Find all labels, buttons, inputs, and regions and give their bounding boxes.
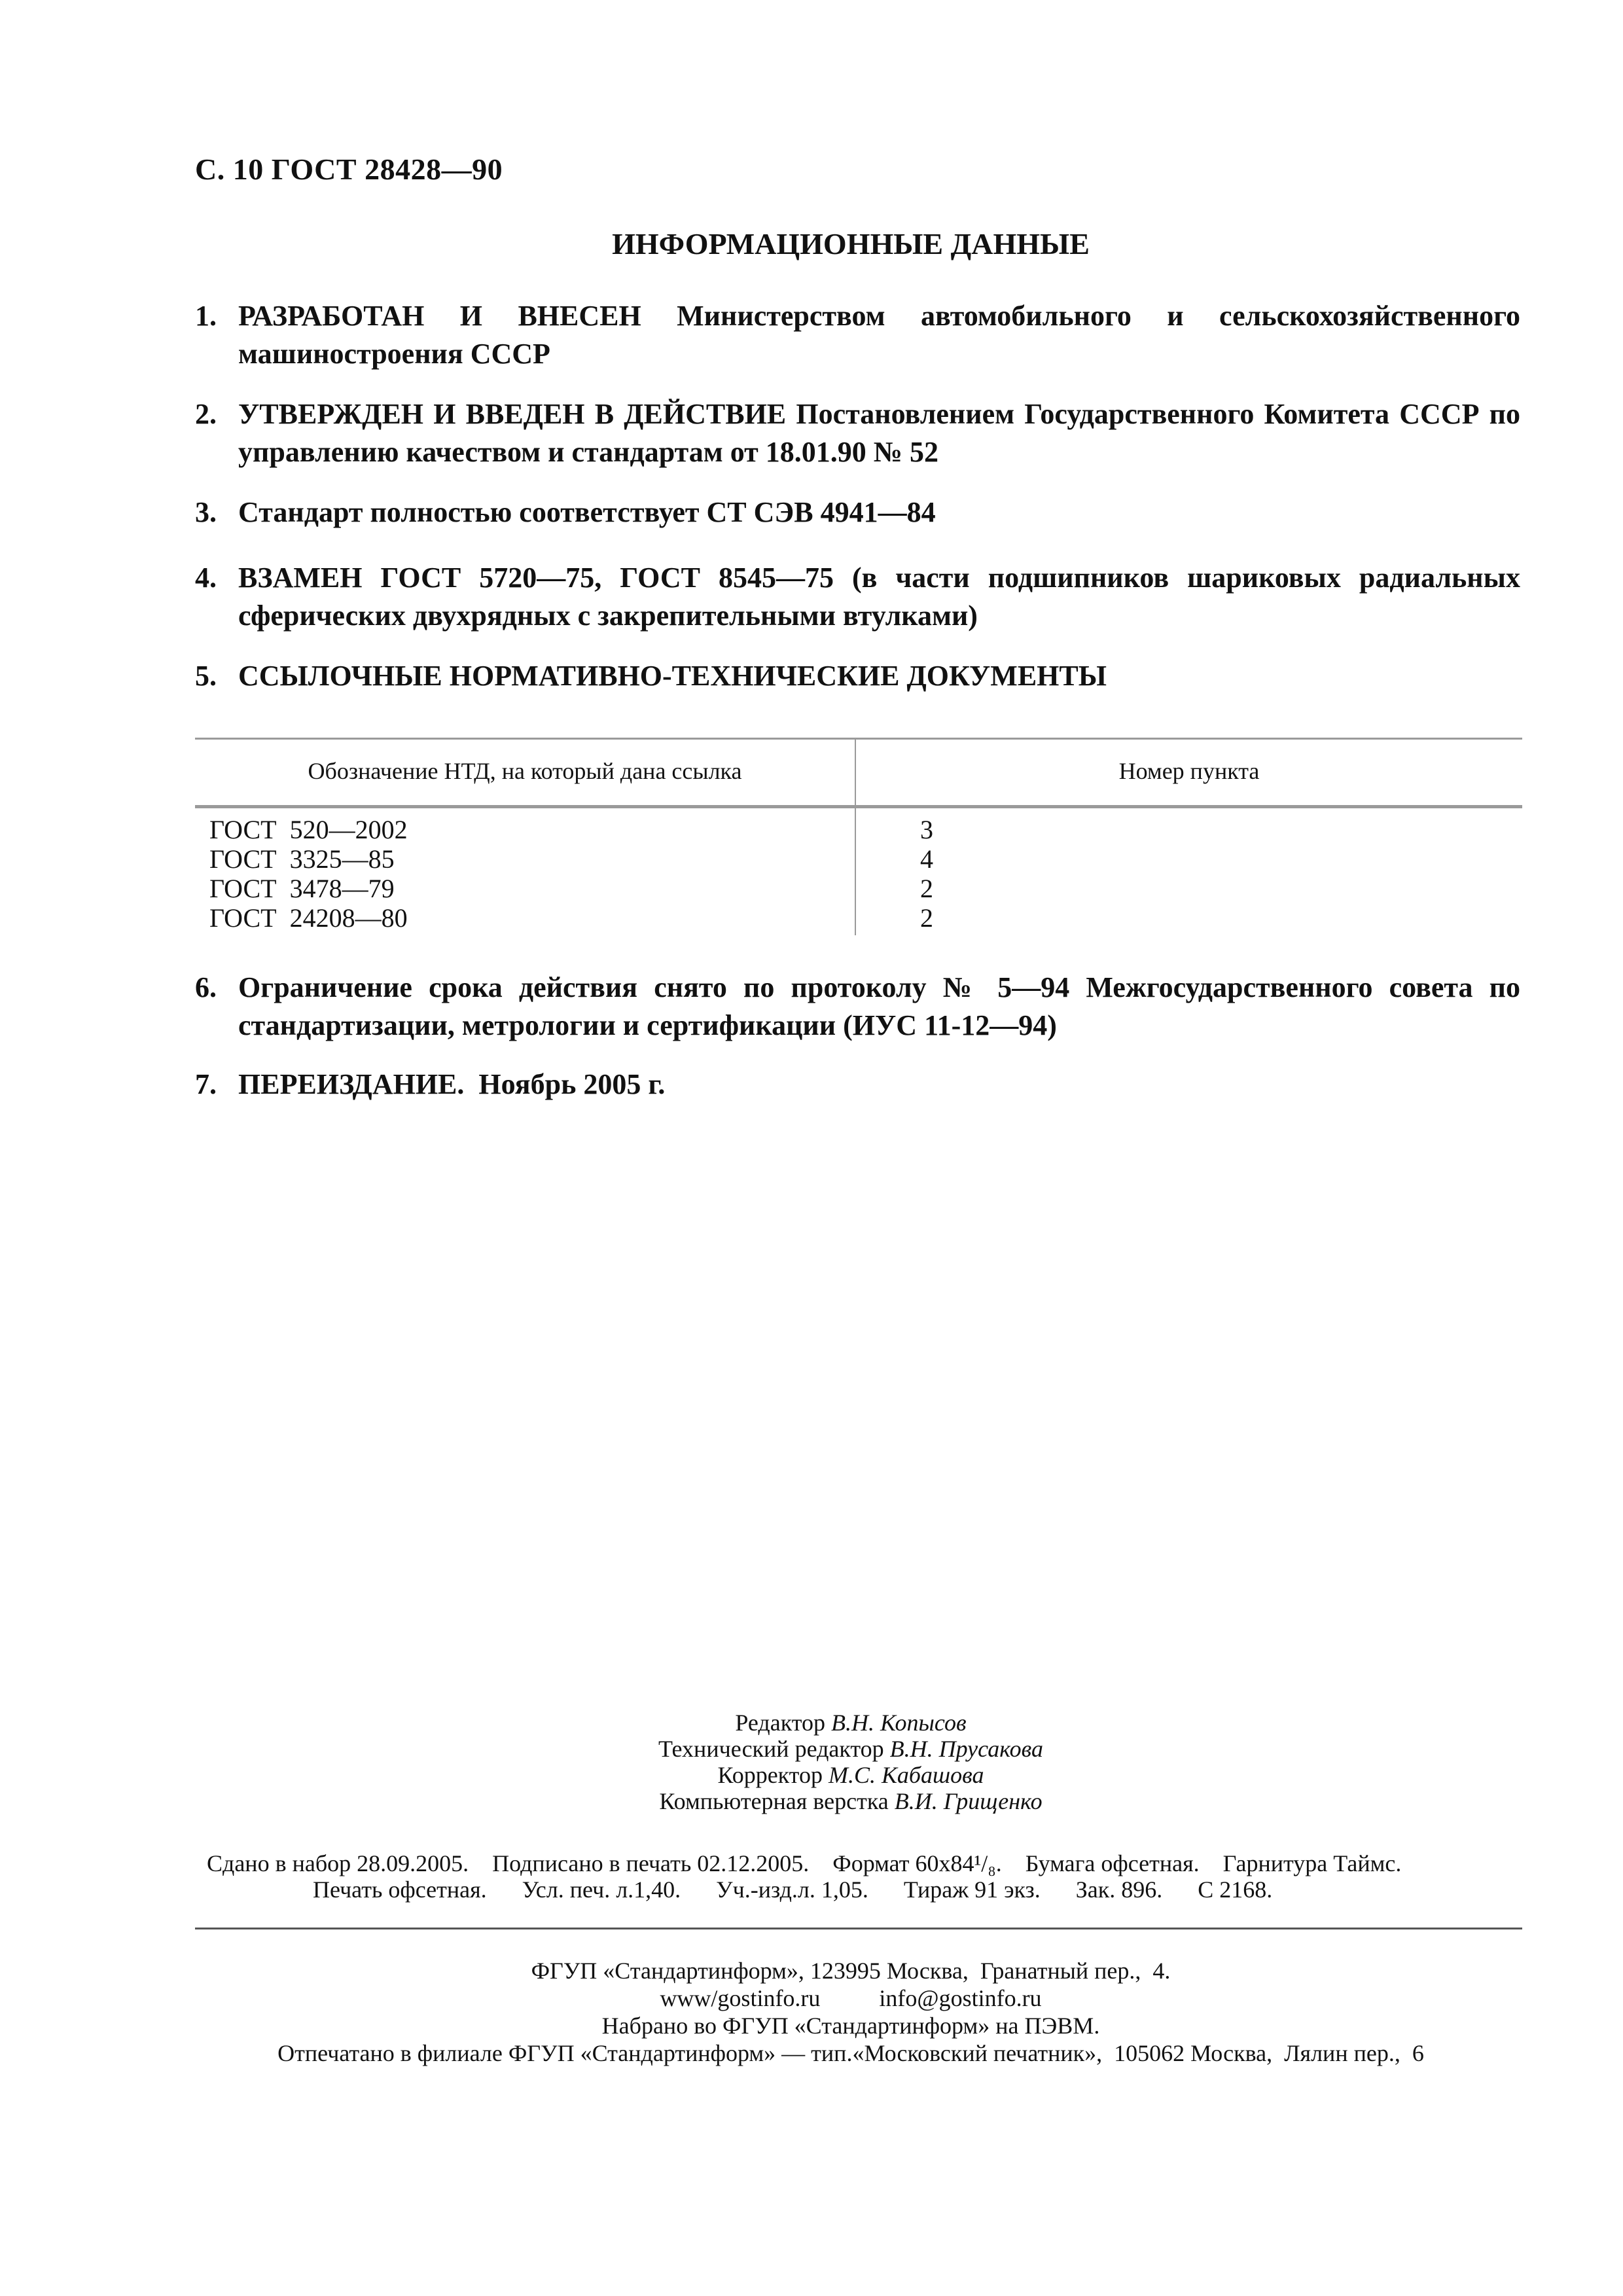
- credit-name: В.Н. Прусакова: [889, 1736, 1044, 1762]
- section-title: ИНФОРМАЦИОННЫЕ ДАННЫЕ: [612, 227, 1090, 260]
- table-top-rule: [195, 738, 1522, 740]
- info-item-6: [195, 969, 1520, 1045]
- info-item-7: [195, 1066, 1520, 1103]
- credit-line: [0, 1762, 1623, 1788]
- item-number: 5.: [195, 660, 217, 692]
- print-info-line-1: Сдано в набор 28.09.2005. Подписано в печать 02.12.2005. Формат 60x84¹/₈. Бумага офсетная. Гарнитура Таймс.: [207, 1850, 1402, 1876]
- point-number: 2: [920, 903, 933, 933]
- credit-name: В.И. Грищенко: [894, 1788, 1043, 1814]
- publisher-footer: [0, 1957, 1623, 2067]
- publisher-address: ФГУП «Стандартинформ», 123995 Москва, Гранатный пер., 4.: [531, 1958, 1171, 1984]
- item-number: 3.: [195, 496, 217, 528]
- footer-divider: [195, 1928, 1522, 1929]
- credit-name: В.Н. Копысов: [831, 1710, 967, 1736]
- item-text: ССЫЛОЧНЫЕ НОРМАТИВНО-ТЕХНИЧЕСКИЕ ДОКУМЕНТЫ: [238, 660, 1107, 692]
- credit-role: Редактор: [735, 1710, 831, 1736]
- doc-designation: ГОСТ 24208—80: [209, 903, 408, 933]
- item-number: 1.: [195, 300, 217, 332]
- print-info-line-2: Печать офсетная. Усл. печ. л.1,40. Уч.-изд.л. 1,05. Тираж 91 экз. Зак. 896. С 2168.: [313, 1876, 1273, 1903]
- item-text: ПЕРЕИЗДАНИЕ. Ноябрь 2005 г.: [238, 1068, 666, 1100]
- credit-role: Технический редактор: [658, 1736, 890, 1762]
- item-text: Стандарт полностью соответствует СТ СЭВ 4941—84: [238, 496, 936, 528]
- column-header-document: Обозначение НТД, на который дана ссылка: [308, 758, 742, 784]
- column-header-point: Номер пункта: [1118, 758, 1260, 784]
- item-number: 4.: [195, 562, 217, 594]
- printing-note: Отпечатано в филиале ФГУП «Стандартинформ» — тип.«Московский печатник», 105062 Москва, Лялин пер., 6: [277, 2040, 1424, 2066]
- page-header: С. 10 ГОСТ 28428—90: [195, 152, 503, 186]
- item-text: ВЗАМЕН ГОСТ 5720—75, ГОСТ 8545—75 (в части подшипников шариковых радиальных сферических двухрядных с закрепительными втулками): [238, 562, 1520, 632]
- editorial-credits: [0, 1710, 1623, 1814]
- info-item-5: [195, 657, 1520, 695]
- info-item-2: [195, 395, 1520, 471]
- point-number: 2: [920, 874, 933, 903]
- item-text: РАЗРАБОТАН И ВНЕСЕН Министерством автомобильного и сельскохозяйственного машиностроения СССР: [238, 300, 1520, 370]
- item-text: УТВЕРЖДЕН И ВВЕДЕН В ДЕЙСТВИЕ Постановлением Государственного Комитета СССР по управлению качеством и стандартам от 18.01.90 № 52: [238, 398, 1520, 468]
- info-item-3: [195, 493, 1520, 531]
- item-number: 2.: [195, 398, 217, 430]
- item-number: 6.: [195, 971, 217, 1003]
- credit-role: Компьютерная верстка: [659, 1788, 895, 1814]
- credit-name: М.С. Кабашова: [828, 1762, 984, 1788]
- table-header-rule: [195, 805, 1522, 808]
- point-number: 4: [920, 844, 933, 874]
- doc-designation: ГОСТ 3478—79: [209, 874, 395, 903]
- item-text: Ограничение срока действия снято по протоколу № 5—94 Межгосударственного совета по стандартизации, метрологии и сертификации (ИУС 11-12—94): [238, 971, 1520, 1041]
- typeset-note: Набрано во ФГУП «Стандартинформ» на ПЭВМ.: [601, 2013, 1100, 2039]
- reference-documents-table: [195, 738, 1522, 935]
- point-number: 3: [920, 815, 933, 844]
- doc-designation: ГОСТ 3325—85: [209, 844, 395, 874]
- info-item-1: [195, 297, 1520, 373]
- credit-line: [0, 1788, 1623, 1814]
- credit-role: Корректор: [717, 1762, 829, 1788]
- publisher-contacts: www/gostinfo.ru info@gostinfo.ru: [660, 1985, 1042, 2011]
- item-number: 7.: [195, 1068, 217, 1100]
- credit-line: [0, 1736, 1623, 1762]
- credit-line: [0, 1710, 1623, 1736]
- doc-designation: ГОСТ 520—2002: [209, 815, 408, 844]
- info-item-4: [195, 559, 1520, 635]
